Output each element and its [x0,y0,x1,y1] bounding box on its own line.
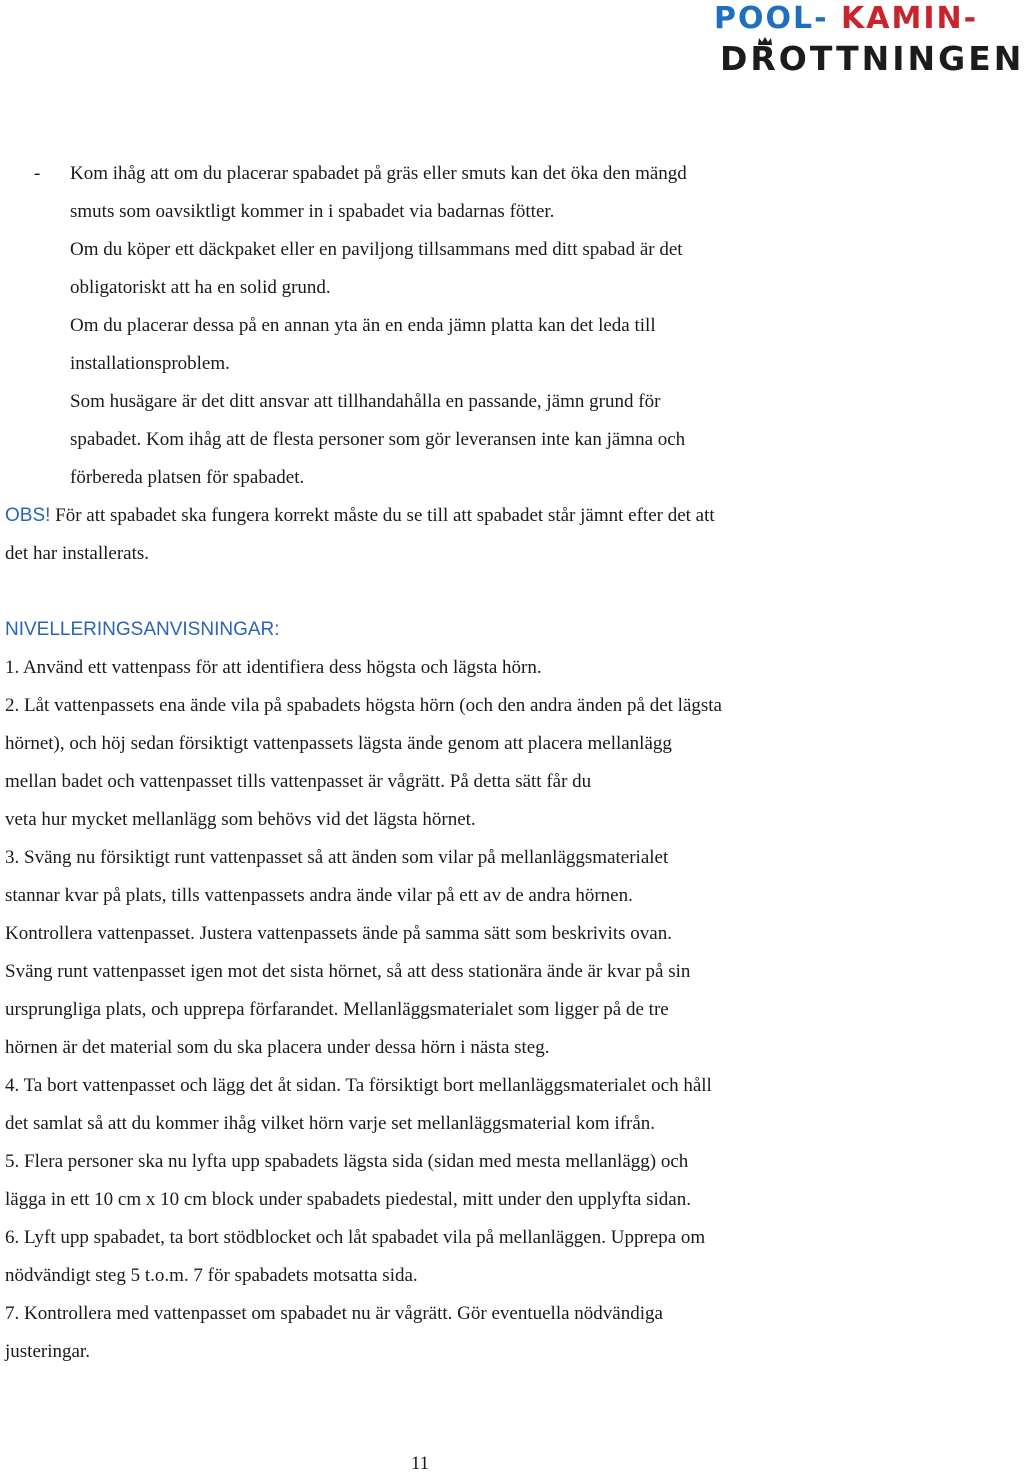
step-line: 5. Flera personer ska nu lyfta upp spabadets lägsta sida (sidan med mesta mellanlägg) och [5,1151,689,1172]
step-line: stannar kvar på plats, tills vattenpassets andra ände vilar på ett av de andra hörnen. [5,885,633,906]
step-line: Kontrollera vattenpasset. Justera vattenpassets ände på samma sätt som beskrivits ovan. [5,923,672,944]
logo-line-1 [714,1,979,36]
step-line: nödvändigt steg 5 t.o.m. 7 för spabadets motsatta sida. [5,1265,418,1286]
step-line: Sväng runt vattenpasset igen mot det sista hörnet, så att dess stationära ände är kvar på sin [5,961,691,982]
step-line: 2. Låt vattenpassets ena ände vila på spabadets högsta hörn (och den andra änden på det lägsta [5,695,722,716]
bullet-line: smuts som oavsiktligt kommer in i spabadet via badarnas fötter. [70,201,555,222]
step-line: 1. Använd ett vattenpass för att identifiera dess högsta och lägsta hörn. [5,657,542,678]
step-line: lägga in ett 10 cm x 10 cm block under spabadets piedestal, mitt under den upplyfta sidan. [5,1189,691,1210]
bullet-line: Som husägare är det ditt ansvar att tillhandahålla en passande, jämn grund för [70,391,661,412]
section-heading: NIVELLERINGSANVISNINGAR: [5,619,280,640]
bullet-line: Kom ihåg att om du placerar spabadet på gräs eller smuts kan det öka den mängd [70,163,687,184]
step-line: hörnet), och höj sedan försiktigt vattenpassets lägsta ände genom att placera mellanlägg [5,733,672,754]
obs-label: OBS! [5,505,51,526]
step-line: ursprungliga plats, och upprepa förfarandet. Mellanläggsmaterialet som ligger på de tre [5,999,669,1020]
logo-kamin: KAMIN- [841,1,979,36]
step-line: justeringar. [5,1341,90,1362]
logo-line-2: DROTTNINGEN [720,39,1024,78]
step-line: det samlat så att du kommer ihåg vilket hörn varje set mellanläggsmaterial kom ifrån. [5,1113,656,1134]
obs-note-line: det har installerats. [5,543,150,564]
bullet-marker: - [34,163,41,184]
step-line: 3. Sväng nu försiktigt runt vattenpasset så att änden som vilar på mellanläggsmaterialet [5,847,669,868]
bullet-line: Om du placerar dessa på en annan yta än en enda jämn platta kan det leda till [70,315,656,336]
step-line: veta hur mycket mellanlägg som behövs vid det lägsta hörnet. [5,809,476,830]
step-line: 4. Ta bort vattenpasset och lägg det åt sidan. Ta försiktigt bort mellanläggsmaterialet och håll [5,1075,712,1096]
step-line: 7. Kontrollera med vattenpasset om spabadet nu är vågrätt. Gör eventuella nödvändiga [5,1303,663,1324]
obs-note [5,497,950,535]
brand-logo [714,1,1024,80]
obs-text: För att spabadet ska fungera korrekt måste du se till att spabadet står jämnt efter det att [50,505,715,526]
bullet-line: obligatoriskt att ha en solid grund. [70,277,331,298]
bullet-line: Om du köper ett däckpaket eller en paviljong tillsammans med ditt spabad är det [70,239,683,260]
step-line: mellan badet och vattenpasset tills vattenpasset är vågrätt. På detta sätt får du [5,771,592,792]
step-line: hörnen är det material som du ska placera under dessa hörn i nästa steg. [5,1037,550,1058]
logo-pool: POOL- [714,1,829,36]
page-number: 11 [410,1453,430,1474]
bullet-line: förbereda platsen för spabadet. [70,467,305,488]
step-line: 6. Lyft upp spabadet, ta bort stödblocket och låt spabadet vila på mellanläggen. Upprepa om [5,1227,706,1248]
bullet-line: spabadet. Kom ihåg att de flesta personer som gör leveransen inte kan jämna och [70,429,686,450]
bullet-line: installationsproblem. [70,353,230,374]
